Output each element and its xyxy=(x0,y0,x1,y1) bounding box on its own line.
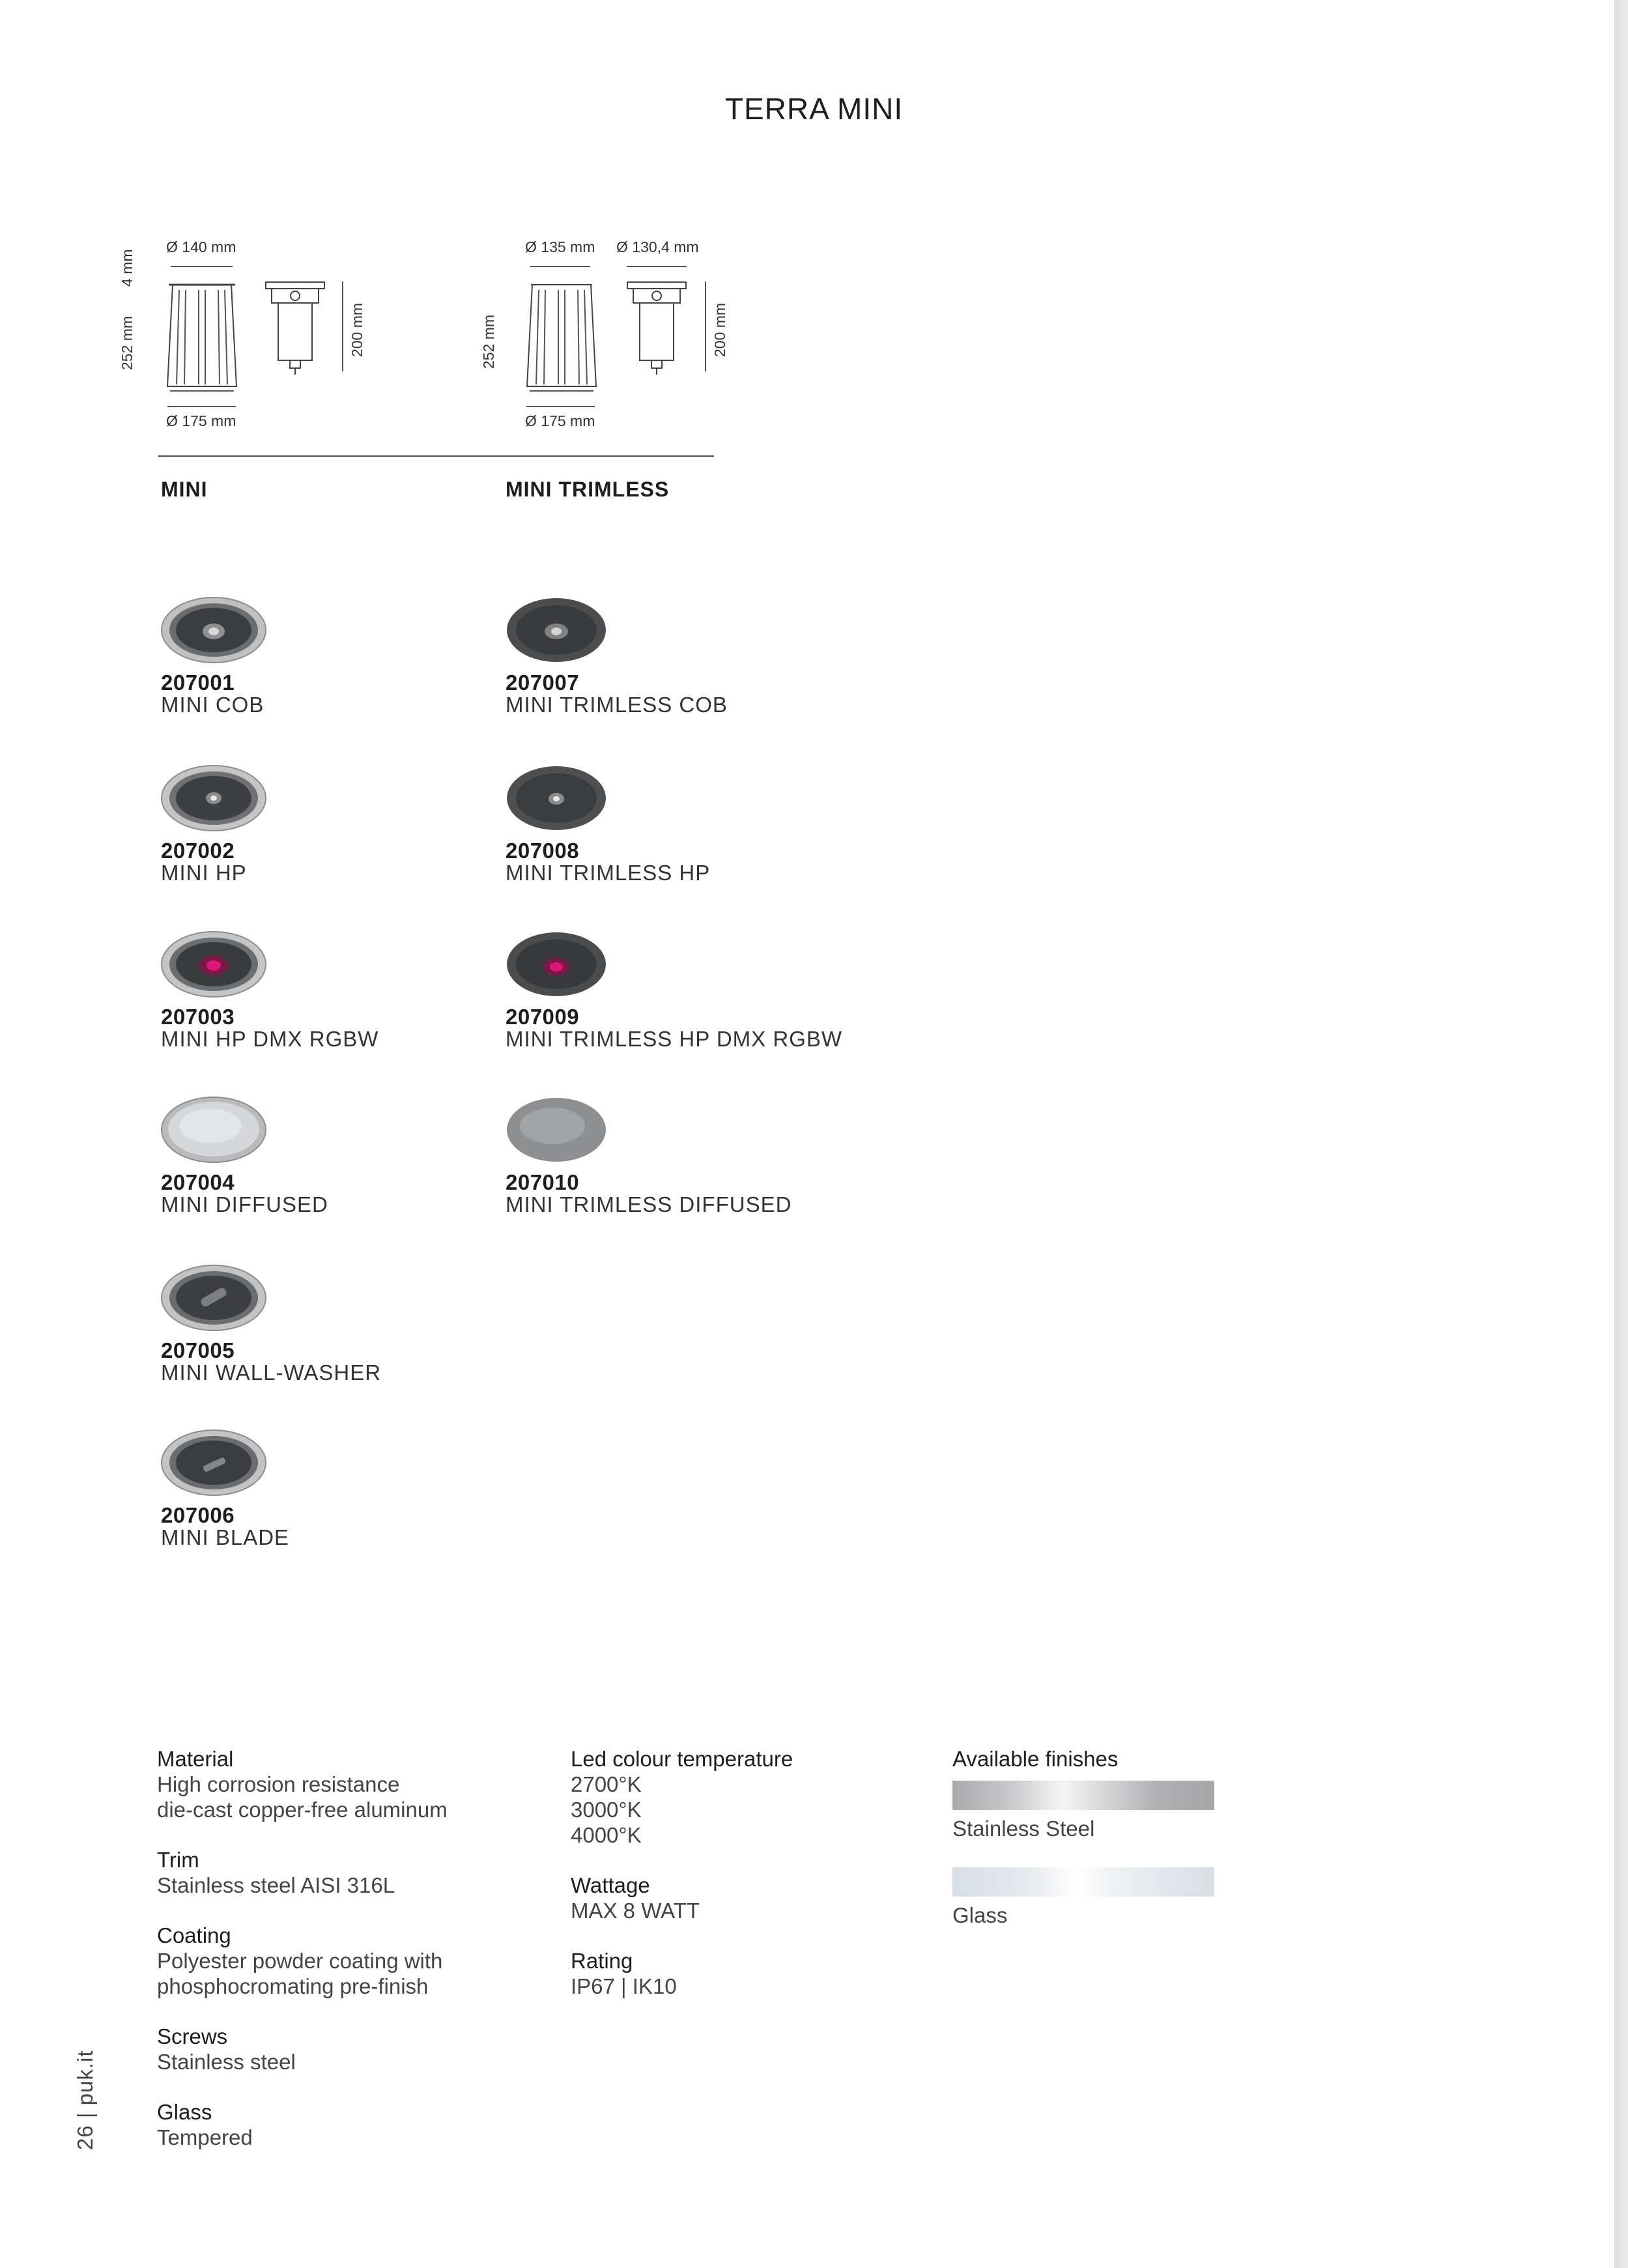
finish-label-stainless: Stainless Steel xyxy=(952,1816,1095,1841)
dim-top-diameter: Ø 135 mm xyxy=(525,238,595,255)
product-code: 207006 xyxy=(161,1503,235,1527)
lamp-hp-image xyxy=(161,764,266,832)
specs-materials xyxy=(157,1746,522,2175)
lamp-trimless-hp-image xyxy=(506,764,611,832)
spec-led-temperature: Led colour temperature 2700°K 3000°K 4000°K xyxy=(571,1747,793,1847)
dim-line xyxy=(530,266,590,267)
page-title: TERRA MINI xyxy=(724,92,904,126)
dim-line xyxy=(342,281,343,371)
product-name: MINI HP xyxy=(161,861,247,885)
trimless-body-drawing xyxy=(519,270,604,401)
dim-top-diameter: Ø 140 mm xyxy=(166,238,236,255)
dim-line xyxy=(167,406,236,407)
product-card[interactable] xyxy=(161,1096,526,1216)
product-code: 207008 xyxy=(506,839,580,863)
product-card[interactable] xyxy=(161,1429,526,1549)
dim-body-height: 252 mm xyxy=(119,315,136,370)
lamp-trimless-cob-image xyxy=(506,596,611,664)
page-footer: 26 | puk.it xyxy=(73,2050,97,2150)
swatch-glass[interactable] xyxy=(952,1867,1214,1897)
product-name: MINI COB xyxy=(161,693,264,717)
product-code: 207001 xyxy=(161,670,235,695)
spec-trim: Trim Stainless steel AISI 316L xyxy=(157,1848,395,1897)
product-card[interactable] xyxy=(506,764,870,884)
product-code: 207009 xyxy=(506,1005,580,1029)
product-code: 207003 xyxy=(161,1005,235,1029)
swatch-stainless-steel[interactable] xyxy=(952,1781,1214,1810)
product-code: 207007 xyxy=(506,670,580,695)
product-name: MINI HP DMX RGBW xyxy=(161,1027,379,1051)
lamp-trimless-rgbw-image xyxy=(506,930,611,998)
dim-line xyxy=(171,266,233,267)
product-name: MINI TRIMLESS HP xyxy=(506,861,711,885)
product-code: 207010 xyxy=(506,1170,580,1194)
lamp-rgbw-image xyxy=(161,930,266,998)
product-name: MINI TRIMLESS COB xyxy=(506,693,728,717)
dim-box-height: 200 mm xyxy=(349,302,365,357)
dim-body-height: 252 mm xyxy=(480,314,497,369)
finishes-title-block xyxy=(952,1746,1317,1772)
lamp-trimless-diffused-image xyxy=(506,1096,611,1164)
product-card[interactable] xyxy=(506,1096,870,1216)
dim-line xyxy=(705,281,706,371)
lamp-wall-washer-image xyxy=(161,1264,266,1332)
finish-label-glass: Glass xyxy=(952,1903,1008,1927)
product-name: MINI TRIMLESS HP DMX RGBW xyxy=(506,1027,843,1051)
product-code: 207002 xyxy=(161,839,235,863)
spec-coating: Coating Polyester powder coating with phosphocromating pre-finish xyxy=(157,1923,443,1998)
product-card[interactable] xyxy=(161,1264,526,1384)
lamp-blade-image xyxy=(161,1429,266,1497)
mini-body-drawing xyxy=(160,270,244,401)
product-card[interactable] xyxy=(506,930,870,1050)
dim-trim-height: 4 mm xyxy=(119,249,136,287)
product-name: MINI DIFFUSED xyxy=(161,1192,328,1216)
product-code: 207005 xyxy=(161,1338,235,1362)
product-name: MINI TRIMLESS DIFFUSED xyxy=(506,1192,792,1216)
trimless-box-drawing xyxy=(625,280,691,378)
dim-bottom-diameter: Ø 175 mm xyxy=(166,412,236,429)
section-title-trimless: MINI TRIMLESS xyxy=(506,478,670,501)
lamp-cob-image xyxy=(161,596,266,664)
dim-box-height: 200 mm xyxy=(711,302,728,357)
section-title-mini: MINI xyxy=(161,478,208,501)
spec-glass: Glass Tempered xyxy=(157,2100,253,2149)
spec-rating: Rating IP67 | IK10 xyxy=(571,1949,677,1998)
specs-electrical xyxy=(571,1746,935,2024)
dim-box-diameter: Ø 130,4 mm xyxy=(616,238,699,255)
product-code: 207004 xyxy=(161,1170,235,1194)
spec-wattage: Wattage MAX 8 WATT xyxy=(571,1873,700,1923)
finishes-title: Available finishes xyxy=(952,1747,1119,1771)
spec-screws: Screws Stainless steel xyxy=(157,2024,296,2074)
product-name: MINI BLADE xyxy=(161,1525,290,1549)
mini-box-drawing xyxy=(264,280,329,378)
product-card[interactable] xyxy=(161,764,526,884)
dim-bottom-diameter: Ø 175 mm xyxy=(525,412,595,429)
product-card[interactable] xyxy=(161,930,526,1050)
spec-material: Material High corrosion resistance die-cast copper-free aluminum xyxy=(157,1747,448,1822)
lamp-diffused-image xyxy=(161,1096,266,1164)
finishes xyxy=(952,1746,1317,1954)
section-divider xyxy=(158,455,714,457)
product-card[interactable] xyxy=(161,596,526,716)
product-card[interactable] xyxy=(506,596,870,716)
page-edge-shadow xyxy=(1614,0,1628,2268)
dim-line xyxy=(627,266,687,267)
dim-line xyxy=(526,406,595,407)
product-name: MINI WALL-WASHER xyxy=(161,1360,382,1385)
